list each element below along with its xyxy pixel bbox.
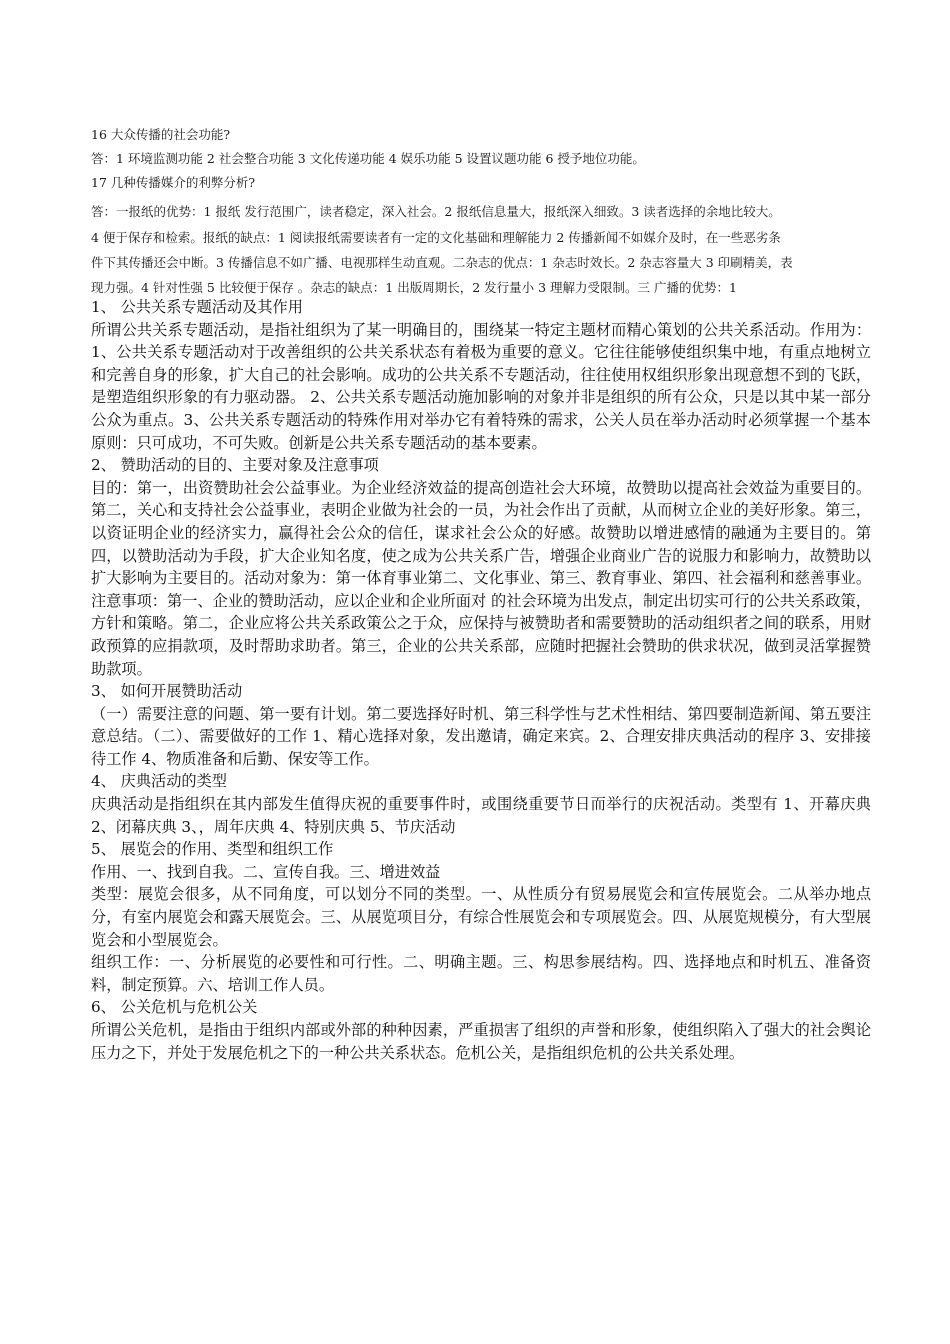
section-paragraph-3: （一）需要注意的问题、第一要有计划。第二要选择好时机、第三科学性与艺术性相结、第四要制造新闻、第五要注意总结。（二）、需要做好的工作 1、精心选择对象，发出邀请，确定来宾。2、合理安排庆典活动的程序 3、安排接待工作 4、物质准备和后勤、保安等工作。 [91,704,871,768]
section-paragraph-4: 庆典活动是指组织在其内部发生值得庆祝的重要事件时，或围绕重要节日而举行的庆祝活动。类型有 1、开幕庆典 2、闭幕庆典 3、，周年庆典 4、特别庆典 5、节庆活动 [91,795,871,836]
small-line-5: 4 便于保存和检索。报纸的缺点：1 阅读报纸需要读者有一定的文化基础和理解能力 2 传播新闻不如媒介及时，在一些恶劣条 [91,230,781,245]
small-line-7: 现力强。4 针对性强 5 比较便于保存 。杂志的缺点：1 出版周期长，2 发行量小 3 理解力受限制。三 广播的优势：1 [91,280,737,295]
section-paragraph-5c: 组织工作：一、分析展览的必要性和可行性。二、明确主题。三、构思参展结构。四、选择地点和时机五、准备资料，制定预算。六、培训工作人员。 [91,953,871,994]
section-paragraph-6: 所谓公关危机，是指由于组织内部或外部的种种因素，严重损害了组织的声誉和形象，使组织陷入了强大的社会舆论压力之下，并处于发展危机之下的一种公共关系状态。危机公关，是指组织危机的公共关系处理。 [91,1021,871,1062]
main-body [91,296,871,1064]
small-line-2: 答：1 环境监测功能 2 社会整合功能 3 文化传递功能 4 娱乐功能 5 设置议题功能 6 授予地位功能。 [91,151,645,166]
section-heading-3: 3、 如何开展赞助活动 [91,682,243,701]
small-line-1: 16 大众传播的社会功能? [91,127,231,142]
section-paragraph-5a: 作用、一、找到自我。二、宣传自我。三、增进效益 [91,862,441,881]
section-heading-6: 6、 公关危机与危机公关 [91,998,258,1017]
section-heading-1: 1、 公共关系专题活动及其作用 [91,298,303,316]
small-line-3: 17 几种传播媒介的利弊分析? [91,175,256,190]
section-paragraph-1: 所谓公共关系专题活动，是指社组织为了某一明确目的，围绕某一特定主题材而精心策划的公共关系活动。作用为：1、公共关系专题活动对于改善组织的公共关系状态有着极为重要的意义。它往往能够使组织集中地，有重点地树立和完善自身的形象，扩大自己的社会影响。成功的公共关系不专题活动，往往使用权组织形象出现意想不到的飞跃，是塑造组织形象的有力驱动器。 2、公共关系专题活动施加影响的对象并非是组织的所有公众，只是以其中某一部分公众为重点。3、公共关系专题活动的特殊作用对举办它有着特殊的需求，公关人员在举办活动时必须掌握一个基本原则：只可成功，不可失败。创新是公共关系专题活动的基本要素。 [91,320,871,452]
small-line-6: 件下其传播还会中断。3 传播信息不如广播、电视那样生动直观。二杂志的优点：1 杂志时效长。2 杂志容量大 3 印刷精美，表 [91,255,793,270]
small-line-4: 答：一报纸的优势：1 报纸 发行范围广，读者稳定，深入社会。2 报纸信息量大，报纸深入细致。3 读者选择的余地比较大。 [91,204,781,219]
section-heading-4: 4、 庆典活动的类型 [91,772,227,791]
section-heading-5: 5、 展览会的作用、类型和组织工作 [91,840,334,859]
section-heading-2: 2、 赞助活动的目的、主要对象及注意事项 [91,456,379,475]
section-paragraph-2: 目的：第一，出资赞助社会公益事业。为企业经济效益的提高创造社会大环境，故赞助以提高社会效益为重要目的。第二，关心和支持社会公益事业，表明企业做为社会的一员，为社会作出了贡献，从而树立企业的美好形象。第三，以资证明企业的经济实力，赢得社会公众的信任，谋求社会公众的好感。故赞助以增进感情的融通为主要目的。第四，以赞助活动为手段，扩大企业知名度，使之成为公共关系广告，增强企业商业广告的说服力和影响力，故赞助以扩大影响为主要目的。活动对象为：第一体育事业第二、文化事业、第三、教育事业、第四、社会福利和慈善事业。注意事项：第一、企业的赞助活动，应以企业和企业所面对 的社会环境为出发点，制定出切实可行的公共关系政策，方针和策略。第二，企业应将公共关系政策公之于众，应保持与被赞助者和需要赞助的活动组织者之间的联系，用财政预算的应捐款项，及时帮助求助者。第三，企业的公共关系部，应随时把握社会赞助的供求状况，做到灵活掌握赞助款项。 [91,478,871,678]
section-paragraph-5b: 类型：展览会很多，从不同角度，可以划分不同的类型。一、从性质分有贸易展览会和宣传展览会。二从举办地点分，有室内展览会和露天展览会。三、从展览项目分，有综合性展览会和专项展览会。四、从展览规模分，有大型展览会和小型展览会。 [91,885,871,949]
